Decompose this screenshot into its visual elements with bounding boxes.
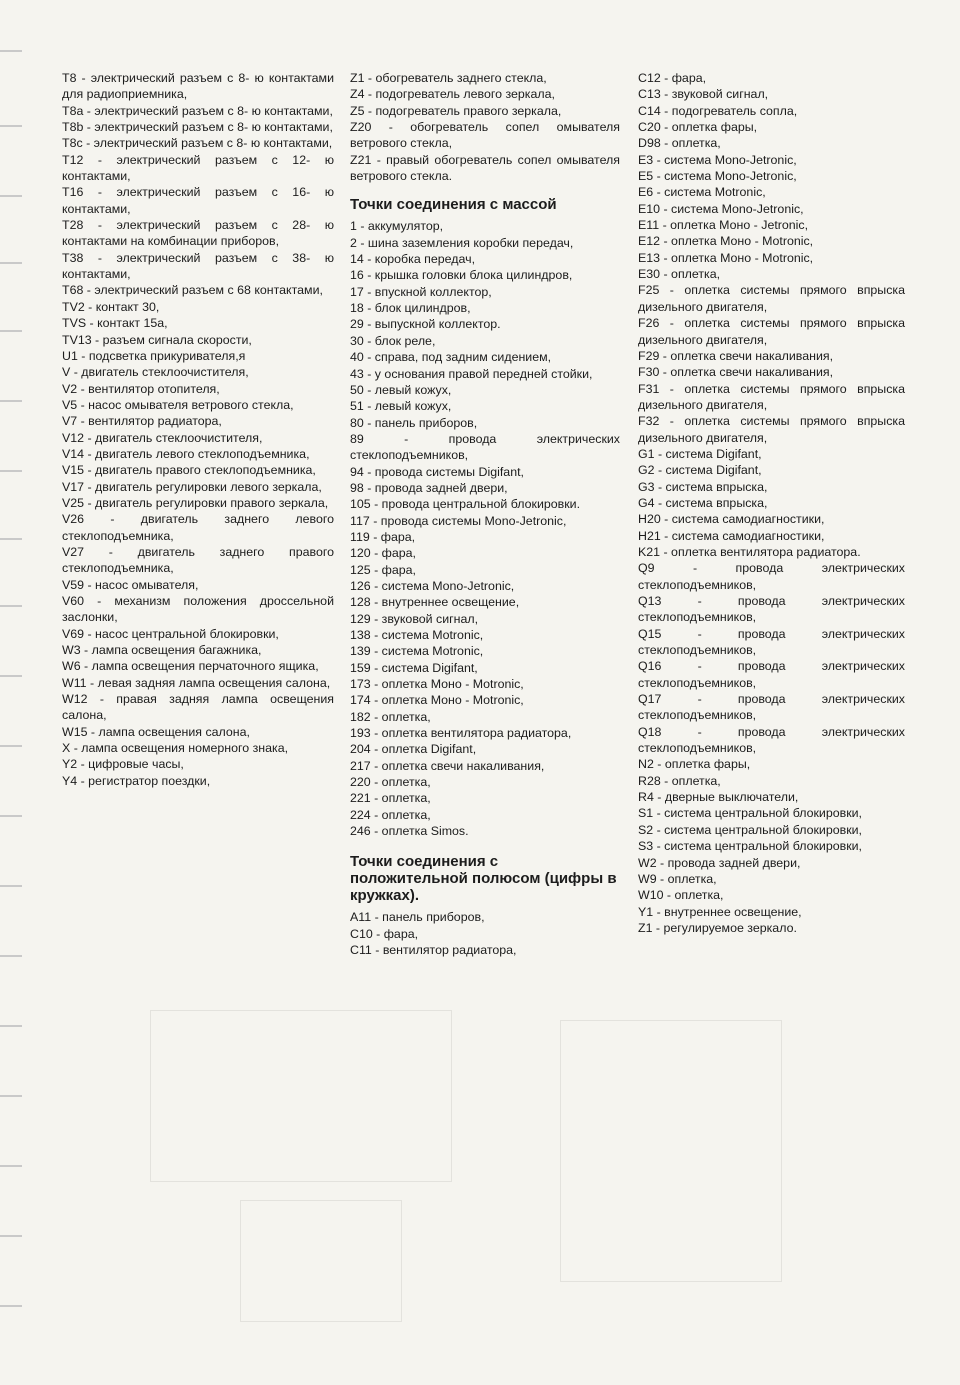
legend-entry: Z1 - обогреватель заднего стекла, [350,71,547,85]
legend-entry: E30 - оплетка, [638,267,721,282]
binding-mark [0,1165,22,1167]
legend-entry: F26 - оплетка системы прямого впрыска дизельного двигателя, [638,316,905,347]
legend-entry: R28 - оплетка, [638,773,721,788]
legend-entry: 80 - панель приборов, [350,415,478,430]
legend-entry: T38 - электрический разъем с 38- ю контактами, [62,250,334,282]
legend-entry: E13 - оплетка Моно - Motronic, [638,250,814,265]
legend-entry: V60 - механизм положения дроссельной заслонки, [62,594,334,625]
legend-entry: W6 - лампа освещения перчаточного ящика, [62,659,319,674]
binding-mark [0,400,22,402]
legend-entry: Q17 - провода электрических стеклоподъемников, [638,692,905,723]
legend-entry: T16 - электрический разъем с 16- ю контактами, [62,185,334,216]
legend-entry: T12 - электрический разъем с 12- ю контактами, [62,152,334,184]
bleed-through-frame [150,1010,452,1182]
legend-entry: E5 - система Mono-Jetronic, [638,169,797,184]
legend-entry: E10 - система Mono-Jetronic, [638,201,804,216]
legend-entry: V7 - вентилятор радиатора, [62,414,222,429]
legend-entry: F31 - оплетка системы прямого впрыска дизельного двигателя, [638,381,905,412]
legend-entry: Q15 - провода электрических стеклоподъемников, [638,626,905,658]
legend-entry: 120 - фара, [350,546,416,561]
legend-entry: 204 - оплетка Digifant, [350,742,477,757]
legend-entry: 50 - левый кожух, [350,382,452,397]
legend-entry: T8 - электрический разъем с 8- ю контактами для радиоприемника, [62,71,334,102]
legend-entry: 29 - выпускной коллектор. [350,317,501,332]
legend-entry: 1 - аккумулятор, [350,219,444,234]
legend-entry: 51 - левый кожух, [350,399,452,414]
legend-entry: V2 - вентилятор отопителя, [62,381,220,396]
legend-entry: 2 - шина заземления коробки передач, [350,235,574,250]
legend-entry: R4 - дверные выключатели, [638,790,799,805]
binding-mark [0,470,22,472]
legend-entry: 174 - оплетка Моно - Motronic, [350,693,524,708]
binding-mark [0,1095,22,1097]
column-1 [62,70,334,789]
legend-entry: V12 - двигатель стеклоочистителя, [62,430,263,445]
binding-mark [0,815,22,817]
legend-entry: C12 - фара, [638,71,707,85]
legend-entry: S3 - система центральной блокировки, [638,839,862,854]
legend-entry: N2 - оплетка фары, [638,757,751,772]
legend-entry: 125 - фара, [350,562,416,577]
legend-entry: 126 - система Mono-Jetronic, [350,578,515,593]
legend-entry: TVS - контакт 15a, [62,316,168,331]
legend-entry: Q13 - провода электрических стеклоподъемников, [638,594,905,625]
legend-entry: V26 - двигатель заднего левого стеклоподъемника, [62,512,334,543]
legend-entry: A11 - панель приборов, [350,910,485,925]
binding-mark [0,50,22,52]
legend-entry: T28 - электрический разъем с 28- ю контактами на комбинации приборов, [62,218,334,249]
legend-entry: W10 - оплетка, [638,888,724,903]
legend-entry: T8c - электрический разъем с 8- ю контактами, [62,136,333,151]
legend-entry: D98 - оплетка, [638,136,721,151]
legend-entry: 193 - оплетка вентилятора радиатора, [350,726,572,741]
legend-entry: 17 - впускной коллектор, [350,284,492,299]
legend-entry: 129 - звуковой сигнал, [350,611,479,626]
legend-entry: 139 - система Motronic, [350,644,484,659]
legend-entry: 94 - провода системы Digifant, [350,464,524,479]
column-3 [638,70,905,936]
legend-entry: E12 - оплетка Моно - Motronic, [638,234,814,249]
binding-mark [0,1235,22,1237]
binding-mark [0,195,22,197]
legend-entry: V59 - насос омывателя, [62,577,199,592]
legend-entry: W11 - левая задняя лампа освещения салона, [62,675,331,690]
column-2 [350,70,620,959]
legend-entry: 98 - провода задней двери, [350,480,508,495]
legend-entry: G1 - система Digifant, [638,446,762,461]
legend-entry: 246 - оплетка Simos. [350,824,469,839]
legend-entry: 217 - оплетка свечи накаливания, [350,758,545,773]
legend-list [350,70,620,184]
binding-mark [0,330,22,332]
legend-entry: 40 - справа, под задним сидением, [350,350,552,365]
legend-entry: S2 - система центральной блокировки, [638,822,862,837]
legend-list [638,70,905,936]
legend-entry: F30 - оплетка свечи накаливания, [638,365,834,380]
bleed-through-frame [240,1200,402,1322]
binding-mark [0,885,22,887]
legend-entry: W3 - лампа освещения багажника, [62,643,262,658]
binding-mark [0,675,22,677]
legend-entry: T8b - электрический разъем с 8- ю контактами, [62,120,333,135]
legend-entry: G4 - система впрыска, [638,495,768,510]
legend-entry: F32 - оплетка системы прямого впрыска дизельного двигателя, [638,414,905,445]
legend-entry: W9 - оплетка, [638,871,717,886]
legend-entry: W2 - провода задней двери, [638,855,801,870]
ground-points-list [350,218,620,839]
legend-entry: 117 - провода системы Mono-Jetronic, [350,513,567,528]
legend-entry: 220 - оплетка, [350,775,431,790]
positive-points-heading: Точки соединения с положительной полюсом (цифры в кружках). [350,853,617,905]
legend-entry: 16 - крышка головки блока цилиндров, [350,268,573,283]
legend-entry: 105 - провода центральной блокировки. [350,497,581,512]
legend-entry: 182 - оплетка, [350,709,431,724]
legend-entry: U1 - подсветка прикуривателя,я [62,348,246,363]
legend-entry: V15 - двигатель правого стеклоподъемника, [62,463,316,478]
legend-entry: Z4 - подогреватель левого зеркала, [350,87,555,102]
legend-entry: T8a - электрический разъем с 8- ю контактами, [62,103,333,118]
legend-entry: H20 - система самодиагностики, [638,512,825,527]
binding-mark [0,605,22,607]
legend-entry: W15 - лампа освещения салона, [62,724,250,739]
legend-entry: V14 - двигатель левого стеклоподъемника, [62,446,310,461]
legend-entry: Y2 - цифровые часы, [62,757,184,772]
legend-entry: 18 - блок цилиндров, [350,301,471,316]
legend-entry: F29 - оплетка свечи накаливания, [638,348,834,363]
legend-entry: V27 - двигатель заднего правого стеклоподъемника, [62,544,334,576]
bleed-through-frame [560,1020,782,1282]
binding-mark [0,955,22,957]
legend-entry: K21 - оплетка вентилятора радиатора. [638,544,861,559]
legend-entry: Z5 - подогреватель правого зеркала, [350,103,562,118]
legend-entry: V17 - двигатель регулировки левого зеркала, [62,479,322,494]
legend-entry: E6 - система Motronic, [638,185,766,200]
legend-entry: X - лампа освещения номерного знака, [62,741,289,756]
legend-entry: H21 - система самодиагностики, [638,528,825,543]
binding-mark [0,745,22,747]
legend-entry: Q9 - провода электрических стеклоподъемников, [638,561,905,592]
legend-entry: 14 - коробка передач, [350,252,476,267]
legend-entry: 89 - провода электрических стеклоподъемников, [350,431,620,463]
legend-entry: TV13 - разъем сигнала скорости, [62,332,252,347]
legend-entry: C14 - подогреватель сопла, [638,103,798,118]
legend-entry: 159 - система Digifant, [350,660,478,675]
legend-entry: 173 - оплетка Моно - Motronic, [350,677,524,692]
legend-entry: V5 - насос омывателя ветрового стекла, [62,397,294,412]
binding-mark [0,1305,22,1307]
legend-entry: Y1 - внутреннее освещение, [638,904,802,919]
positive-points-list [350,909,620,958]
legend-entry: V - двигатель стеклоочистителя, [62,365,249,380]
legend-entry: TV2 - контакт 30, [62,299,160,314]
legend-entry: C10 - фара, [350,926,419,941]
legend-entry: 119 - фара, [350,529,416,544]
legend-entry: S1 - система центральной блокировки, [638,806,862,821]
legend-entry: 43 - у основания правой передней стойки, [350,366,593,381]
legend-entry: V69 - насос центральной блокировки, [62,626,279,641]
legend-entry: 128 - внутреннее освещение, [350,595,520,610]
legend-entry: 221 - оплетка, [350,791,431,806]
binding-mark [0,1025,22,1027]
binding-mark [0,538,22,540]
legend-entry: E3 - система Mono-Jetronic, [638,152,797,167]
legend-entry: C11 - вентилятор радиатора, [350,943,517,958]
legend-entry: W12 - правая задняя лампа освещения салона, [62,692,334,723]
legend-entry: 138 - система Motronic, [350,628,484,642]
legend-entry: T68 - электрический разъем с 68 контактами, [62,283,323,298]
legend-entry: E11 - оплетка Моно - Jetronic, [638,218,809,233]
legend-entry: Z21 - правый обогреватель сопел омывателя ветрового стекла. [350,152,620,184]
binding-mark [0,125,22,127]
legend-entry: Z20 - обогреватель сопел омывателя ветрового стекла, [350,120,620,151]
legend-entry: Z1 - регулируемое зеркало. [638,920,797,935]
legend-entry: 30 - блок реле, [350,333,436,348]
legend-list [62,70,334,789]
ground-points-heading: Точки соединения с массой [350,196,557,214]
legend-entry: G2 - система Digifant, [638,463,762,478]
legend-entry: V25 - двигатель регулировки правого зеркала, [62,495,329,510]
binding-mark [0,262,22,264]
legend-entry: Q16 - провода электрических стеклоподъемников, [638,659,905,690]
legend-entry: 224 - оплетка, [350,807,431,822]
legend-entry: C13 - звуковой сигнал, [638,87,769,102]
legend-entry: Q18 - провода электрических стеклоподъемников, [638,724,905,756]
legend-entry: G3 - система впрыска, [638,479,768,494]
legend-entry: Y4 - регистратор поездки, [62,773,211,788]
legend-entry: C20 - оплетка фары, [638,120,758,135]
legend-entry: F25 - оплетка системы прямого впрыска дизельного двигателя, [638,283,905,314]
